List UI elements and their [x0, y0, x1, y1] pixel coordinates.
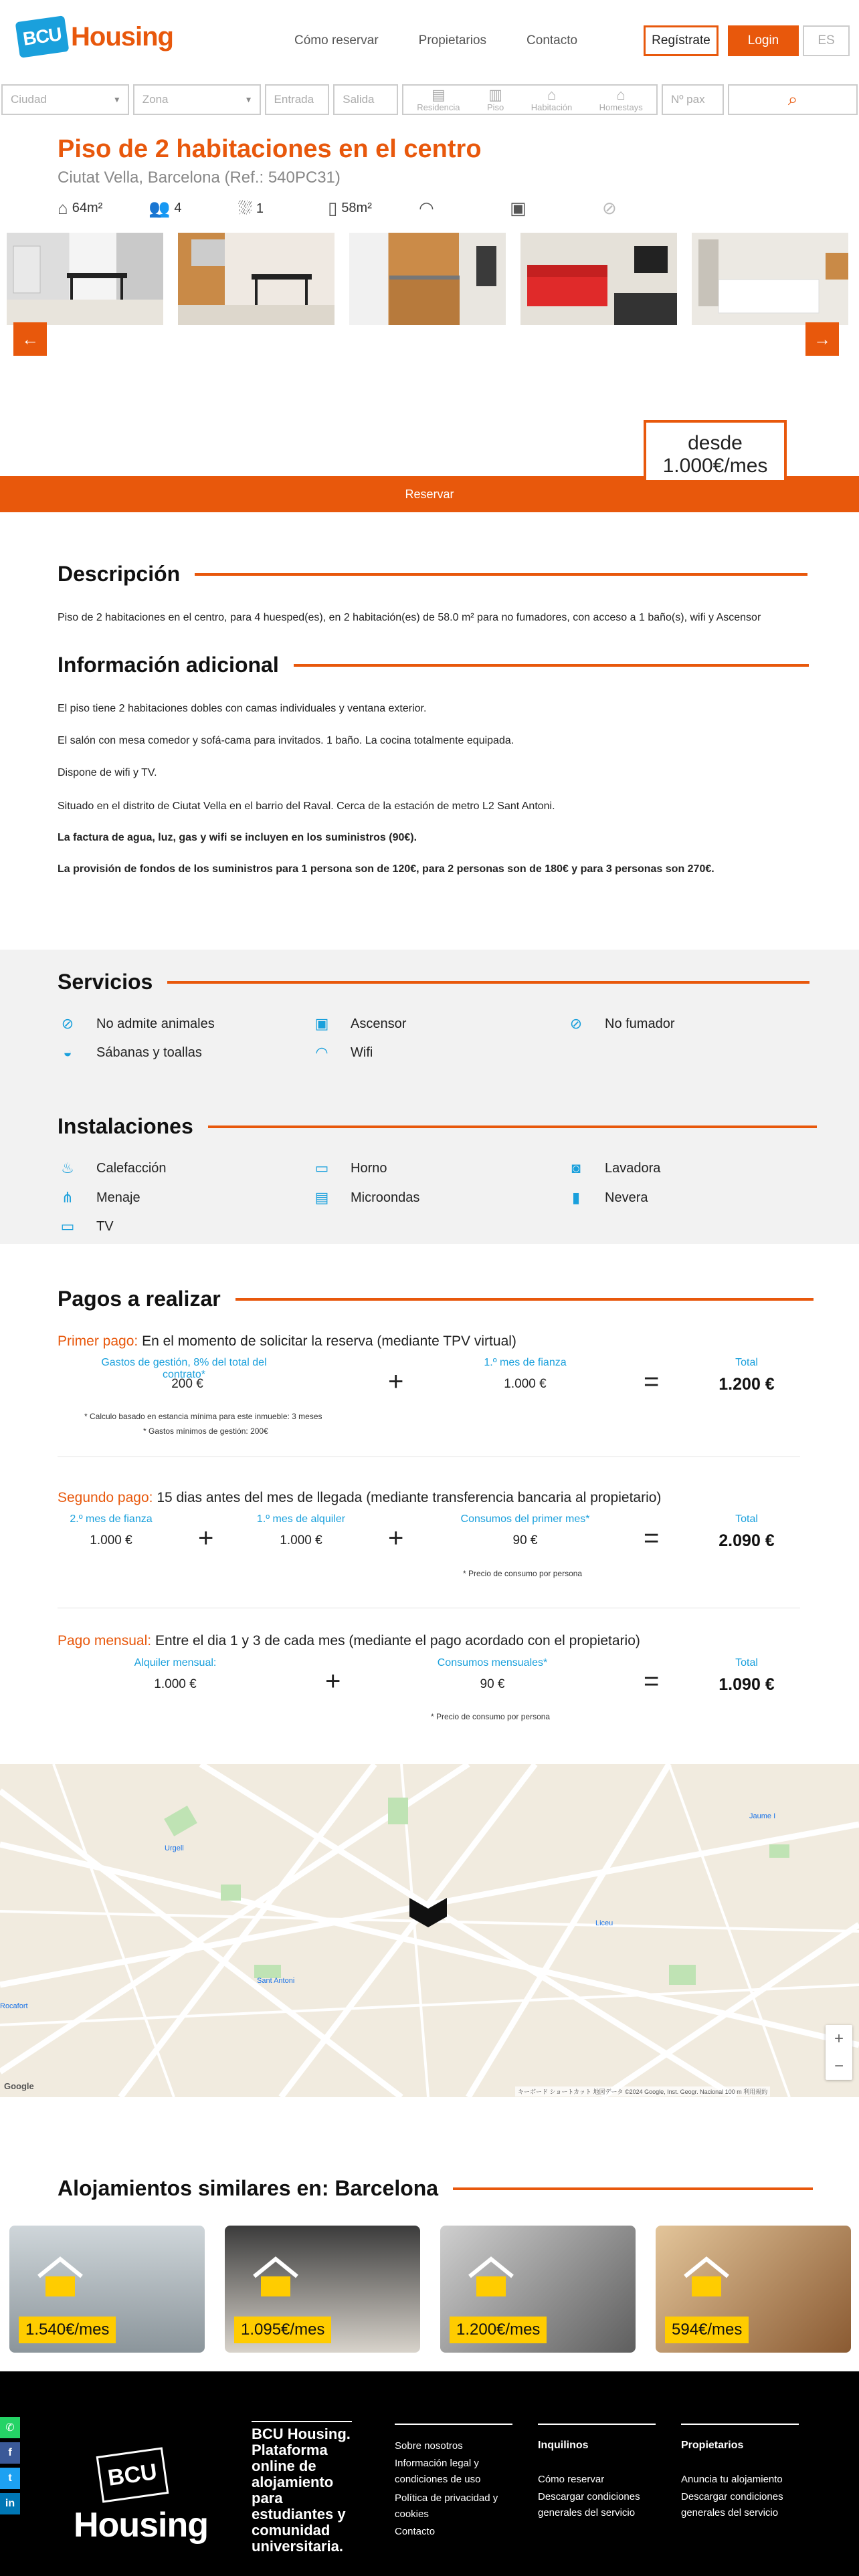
logo-badge: BCU — [15, 15, 70, 58]
service-item — [58, 1044, 202, 1061]
price-from: desde — [688, 432, 743, 454]
facility-item — [58, 1189, 140, 1206]
feature-value: 4 — [174, 201, 182, 215]
wifi-icon: ◠ — [419, 198, 434, 218]
whatsapp-icon[interactable]: ✆ — [0, 2417, 20, 2438]
service-label: Ascensor — [351, 1016, 407, 1031]
map-label: Rocafort — [0, 2002, 28, 2010]
extra-p5: La factura de agua, luz, gas y wifi se incluyen en los suministros (90€). — [58, 832, 417, 843]
header — [0, 0, 859, 80]
facility-item — [58, 1160, 167, 1177]
second-l3: Consumos del primer mes* — [460, 1513, 590, 1525]
feature-people — [149, 198, 182, 219]
register-button[interactable]: Regístrate — [644, 25, 719, 56]
facility-label: Nevera — [605, 1190, 648, 1205]
google-logo: Google — [4, 2081, 34, 2091]
chevron-down-icon: ▼ — [112, 95, 121, 104]
logo-text: Housing — [71, 21, 173, 51]
similar-price: 594€/mes — [665, 2317, 749, 2343]
service-item — [312, 1015, 406, 1033]
feature-elevator — [510, 198, 527, 219]
checkout-input[interactable] — [333, 84, 398, 115]
price-value: 1.000€/mes — [662, 455, 768, 477]
service-item — [312, 1044, 373, 1061]
no-smoking-icon: ⊘ — [602, 198, 617, 218]
house-icon — [682, 2256, 731, 2299]
map-streets — [0, 1764, 859, 2097]
first-payment-title — [58, 1333, 516, 1350]
feature-value: 64m² — [72, 201, 103, 215]
logo[interactable] — [17, 19, 173, 55]
footer-divider — [681, 2424, 799, 2425]
type-room[interactable] — [531, 88, 572, 112]
footer-divider — [395, 2424, 512, 2425]
footer-tagline: BCU Housing. Plataforma online de alojamiento para estudiantes y comunidad universitaria. — [252, 2421, 352, 2555]
arrow-right-icon: → — [814, 328, 831, 349]
extra-p3: Dispone de wifi y TV. — [58, 767, 157, 778]
area-icon: ⌂ — [58, 198, 68, 218]
second-note: * Precio de consumo por persona — [463, 1569, 583, 1578]
service-label: No fumador — [605, 1016, 675, 1031]
gallery-next-button[interactable] — [805, 322, 839, 356]
description-heading — [58, 562, 807, 586]
payment-label: Primer pago: — [58, 1333, 138, 1349]
search-icon: ⌕ — [787, 89, 798, 109]
oven-icon: ▭ — [314, 1160, 329, 1176]
photo-gallery — [7, 233, 859, 325]
footer-link[interactable]: Cómo reservar — [538, 2474, 605, 2485]
house-icon — [467, 2256, 515, 2299]
search-button[interactable] — [728, 84, 858, 115]
people-input[interactable] — [662, 84, 724, 115]
heading-divider — [453, 2187, 813, 2190]
tv-icon: ▭ — [60, 1218, 75, 1235]
map-label: Liceu — [595, 1919, 613, 1927]
chevron-down-icon: ▼ — [244, 95, 253, 104]
footer-logo-badge[interactable]: BCU — [96, 2447, 169, 2502]
type-label: Homestays — [599, 102, 643, 112]
heading-divider — [195, 573, 807, 576]
residence-icon: ▤ — [431, 86, 446, 103]
listing-title: Piso de 2 habitaciones en el centro — [58, 135, 482, 163]
people-placeholder: Nº pax — [670, 93, 705, 106]
second-payment-title — [58, 1490, 661, 1506]
similar-card[interactable] — [440, 2226, 636, 2353]
fee-label: Gastos de gestión, 8% del total del contrato* — [101, 1357, 267, 1380]
heating-icon: ♨ — [61, 1160, 74, 1176]
extra-p1: El piso tiene 2 habitaciones dobles con camas individuales y ventana exterior. — [58, 703, 427, 714]
facility-item — [566, 1160, 660, 1177]
zone-select[interactable] — [133, 84, 261, 115]
facility-item — [312, 1189, 419, 1206]
second-v3: 90 € — [512, 1533, 538, 1547]
people-icon: 👥 — [149, 198, 171, 218]
heading-text: Pagos a realizar — [58, 1287, 221, 1311]
footer-link[interactable]: Sobre nosotros — [395, 2440, 463, 2452]
house-icon — [252, 2256, 300, 2299]
service-item — [566, 1015, 675, 1033]
checkin-placeholder: Entrada — [274, 93, 314, 106]
zoom-out-button[interactable]: − — [834, 2056, 844, 2075]
property-type-filter — [402, 84, 658, 115]
no-pets-icon: ⊘ — [61, 1015, 74, 1032]
heading-text: Servicios — [58, 970, 153, 994]
zone-placeholder: Zona — [142, 93, 169, 106]
facility-label: Calefacción — [96, 1160, 167, 1176]
payment-label: Segundo pago: — [58, 1490, 153, 1505]
feature-bathroom — [238, 198, 264, 219]
similar-card[interactable] — [9, 2226, 205, 2353]
footer-link[interactable]: Descargar condiciones generales del servicio — [681, 2491, 783, 2518]
feature-value: 1 — [256, 201, 264, 216]
similar-price: 1.095€/mes — [234, 2317, 331, 2343]
washer-icon: ◙ — [571, 1160, 581, 1176]
second-l2: 1.º mes de alquiler — [256, 1513, 346, 1525]
facebook-icon[interactable]: f — [0, 2442, 20, 2464]
nav-contacto[interactable]: Contacto — [527, 33, 578, 47]
facility-item — [566, 1189, 648, 1206]
plus-sign: + — [198, 1523, 214, 1553]
total-value: 2.090 € — [719, 1531, 775, 1550]
total-label: Total — [735, 1357, 758, 1368]
footer-link[interactable]: Política de privacidad y cookies — [395, 2492, 498, 2520]
plus-sign: + — [325, 1667, 341, 1696]
extra-info-heading — [58, 653, 809, 677]
no-smoking-icon: ⊘ — [569, 1015, 583, 1032]
facility-label: Lavadora — [605, 1160, 661, 1176]
feature-room-size — [328, 198, 372, 219]
cutlery-icon: ⋔ — [61, 1189, 74, 1206]
map-attribution[interactable]: キーボード ショートカット 地図データ ©2024 Google, Inst. Geogr. Nacional 100 m 利用規約 — [515, 2086, 770, 2097]
heading-divider — [167, 981, 809, 984]
footer-logo-word: Housing — [74, 2506, 208, 2545]
similar-card[interactable] — [656, 2226, 851, 2353]
gallery-photo[interactable] — [692, 233, 848, 325]
homestay-icon: ⌂ — [616, 86, 626, 103]
deposit-value: 1.000 € — [504, 1377, 547, 1391]
heading-divider — [235, 1298, 814, 1301]
map-label: Urgell — [165, 1844, 184, 1852]
type-residence[interactable] — [417, 88, 460, 112]
footer — [0, 2371, 859, 2576]
city-placeholder: Ciudad — [11, 93, 47, 106]
feature-wifi — [419, 198, 434, 219]
heading-text: Alojamientos similares en: Barcelona — [58, 2176, 439, 2200]
checkin-input[interactable] — [265, 84, 330, 115]
nav-propietarios[interactable]: Propietarios — [418, 33, 487, 47]
equals-sign: = — [644, 1667, 660, 1696]
linkedin-icon[interactable]: in — [0, 2493, 20, 2514]
facility-label: Microondas — [351, 1190, 420, 1205]
monthly-v1: 1.000 € — [154, 1677, 197, 1691]
microwave-icon: ▤ — [314, 1189, 329, 1206]
listing-subtitle: Ciutat Vella, Barcelona (Ref.: 540PC31) — [58, 169, 341, 187]
footer-logo-text — [74, 2505, 208, 2545]
feature-row — [58, 198, 646, 219]
gallery-photo[interactable] — [7, 233, 163, 325]
monthly-v2: 90 € — [480, 1677, 505, 1691]
facilities-heading — [58, 1114, 817, 1139]
monthly-note: * Precio de consumo por persona — [431, 1712, 551, 1721]
equals-sign: = — [644, 1367, 660, 1396]
payments-heading — [58, 1287, 814, 1311]
total-label: Total — [735, 1513, 758, 1525]
towels-icon: ◒ — [63, 1044, 72, 1061]
heading-divider — [208, 1125, 817, 1128]
feature-area — [58, 198, 102, 219]
plus-sign: + — [388, 1523, 404, 1553]
gallery-prev-button[interactable] — [13, 322, 47, 356]
room-size-icon: ▯ — [328, 198, 338, 218]
location-map[interactable] — [0, 1764, 859, 2097]
extra-p4: Situado en el distrito de Ciutat Vella en el barrio del Raval. Cerca de la estación de metro L2 Sant Antoni. — [58, 800, 555, 812]
zoom-in-button[interactable]: + — [834, 2029, 844, 2048]
elevator-icon: ▣ — [510, 198, 527, 218]
first-note-1: * Calculo basado en estancia mínima para este inmueble: 3 meses — [84, 1412, 322, 1421]
map-label: Sant Antoni — [257, 1977, 295, 1985]
similar-card[interactable] — [225, 2226, 420, 2353]
reserve-button[interactable]: Reservar — [0, 476, 859, 512]
type-homestay[interactable] — [599, 88, 643, 112]
heading-text: Instalaciones — [58, 1114, 193, 1138]
owners-heading: Propietarios — [681, 2440, 744, 2451]
payment-desc: Entre el dia 1 y 3 de cada mes (mediante el pago acordado con el propietario) — [155, 1633, 640, 1648]
room-icon: ⌂ — [547, 86, 557, 103]
footer-link[interactable]: Anuncia tu alojamiento — [681, 2474, 783, 2485]
type-label: Habitación — [531, 102, 573, 112]
monthly-payment-title — [58, 1633, 640, 1649]
gallery-photo[interactable] — [520, 233, 677, 325]
feature-value: 58m² — [341, 201, 372, 215]
second-v2: 1.000 € — [280, 1533, 322, 1547]
house-icon — [36, 2256, 84, 2299]
footer-link[interactable]: Contacto — [395, 2526, 436, 2537]
feature-no-smoking — [602, 198, 617, 219]
footer-link[interactable]: Descargar condiciones generales del servicio — [538, 2491, 640, 2518]
city-select[interactable] — [1, 84, 129, 115]
footer-divider — [538, 2424, 656, 2425]
tenants-heading: Inquilinos — [538, 2440, 589, 2451]
type-label: Residencia — [417, 102, 460, 112]
type-flat[interactable] — [487, 88, 504, 112]
service-label: Wifi — [351, 1045, 373, 1060]
service-label: Sábanas y toallas — [96, 1045, 202, 1060]
deposit-label: 1.º mes de fianza — [484, 1357, 567, 1368]
second-v1: 1.000 € — [90, 1533, 132, 1547]
facility-item — [312, 1160, 387, 1177]
facility-label: Menaje — [96, 1190, 140, 1205]
total-value: 1.200 € — [719, 1375, 775, 1394]
heading-text: Información adicional — [58, 653, 279, 677]
elevator-icon: ▣ — [314, 1015, 329, 1032]
nav-como-reservar[interactable]: Cómo reservar — [294, 33, 379, 47]
login-button[interactable]: Login — [728, 25, 799, 56]
gallery-photo[interactable] — [178, 233, 335, 325]
bathroom-icon: ⛆ — [238, 198, 252, 218]
similar-price: 1.200€/mes — [450, 2317, 547, 2343]
twitter-icon[interactable]: t — [0, 2468, 20, 2489]
footer-link[interactable]: Información legal y condiciones de uso — [395, 2458, 481, 2485]
price-box — [644, 420, 787, 483]
facility-label: Horno — [351, 1160, 387, 1176]
main-nav — [294, 33, 577, 48]
services-heading — [58, 970, 809, 994]
equals-sign: = — [644, 1523, 660, 1553]
search-bar — [0, 84, 859, 115]
payment-desc: 15 dias antes del mes de llegada (mediante transferencia bancaria al propietario) — [157, 1490, 662, 1505]
checkout-placeholder: Salida — [343, 93, 375, 106]
fridge-icon: ▮ — [571, 1189, 581, 1206]
payment-label: Pago mensual: — [58, 1633, 152, 1648]
monthly-l1: Alquiler mensual: — [134, 1657, 217, 1669]
second-l1: 2.º mes de fianza — [70, 1513, 153, 1525]
type-label: Piso — [487, 102, 504, 112]
extra-p6: La provisión de fondos de los suministros para 1 persona son de 120€, para 2 personas son de 180€ y para 3 personas son 270€. — [58, 863, 714, 875]
gallery-photo[interactable] — [349, 233, 506, 325]
total-value: 1.090 € — [719, 1675, 775, 1694]
arrow-left-icon: ← — [21, 328, 39, 349]
facility-item — [58, 1218, 114, 1235]
extra-p2: El salón con mesa comedor y sofá-cama para invitados. 1 baño. La cocina totalmente equipada. — [58, 735, 514, 746]
service-label: No admite animales — [96, 1016, 215, 1031]
monthly-l2: Consumos mensuales* — [437, 1657, 548, 1669]
plus-sign: + — [388, 1367, 404, 1396]
flat-icon: ▥ — [488, 86, 503, 103]
heading-divider — [294, 664, 809, 667]
wifi-icon: ◠ — [315, 1044, 328, 1061]
similar-heading — [58, 2176, 813, 2201]
map-label: Jaume I — [749, 1812, 776, 1820]
heading-text: Descripción — [58, 562, 181, 586]
fee-value: 200 € — [171, 1377, 203, 1391]
language-selector[interactable]: ES — [803, 25, 850, 56]
description-text: Piso de 2 habitaciones en el centro, para 4 huesped(es), en 2 habitación(es) de 58.0 m² para no fumadores, con acceso a 1 baño(s), wifi y Ascensor — [58, 612, 761, 623]
zoom-control — [826, 2025, 852, 2080]
total-label: Total — [735, 1657, 758, 1669]
similar-price: 1.540€/mes — [19, 2317, 116, 2343]
service-item — [58, 1015, 215, 1033]
facility-label: TV — [96, 1218, 114, 1234]
payment-desc: En el momento de solicitar la reserva (mediante TPV virtual) — [142, 1333, 516, 1349]
first-note-2: * Gastos mínimos de gestión: 200€ — [143, 1426, 268, 1436]
